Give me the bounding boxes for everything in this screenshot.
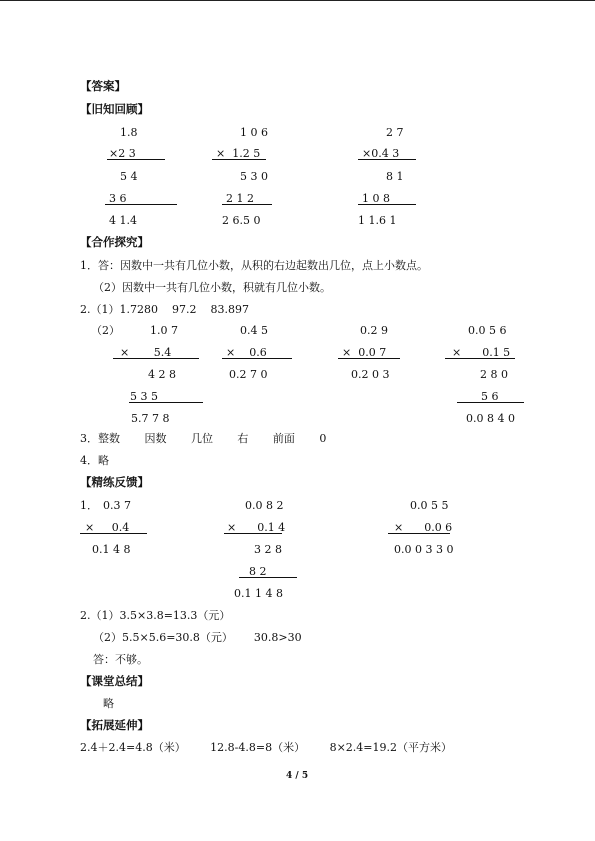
review-c1-p2: 3 6 — [109, 192, 127, 205]
explore-c1-p2: 5 3 5 — [130, 390, 158, 403]
practice-q2c: 答：不够。 — [93, 653, 148, 666]
review-c1-line2 — [105, 204, 177, 205]
practice-c3-r: 0.0 0 3 3 0 — [394, 543, 454, 556]
explore-q1b: （2）因数中一共有几位小数，积就有几位小数。 — [93, 281, 331, 294]
practice-c1-b: × 0.4 — [85, 521, 130, 534]
review-c1-r: 4 1.4 — [109, 214, 137, 227]
explore-c4-line1 — [445, 358, 515, 359]
explore-c2-a: 0.4 5 — [240, 324, 268, 337]
explore-c1-p1: 4 2 8 — [148, 368, 176, 381]
header-rule — [0, 0, 595, 1]
explore-c4-p1: 2 8 0 — [480, 368, 508, 381]
explore-q1: 1．答：因数中一共有几位小数，从积的右边起数出几位，点上小数点。 — [80, 259, 428, 272]
review-c2-line2 — [222, 204, 272, 205]
explore-q3: 3．整数 因数 几位 右 前面 0 — [80, 432, 327, 445]
extend-text: 2.4＋2.4=4.8（米） 12.8-4.8=8（米） 8×2.4=19.2（平方米） — [80, 741, 452, 754]
explore-c1-line2 — [129, 402, 203, 403]
explore-q2b-label: （2） — [91, 324, 120, 337]
review-c2-p1: 5 3 0 — [240, 170, 268, 183]
practice-c2-line2 — [239, 577, 297, 578]
practice-c2-p1: 3 2 8 — [254, 543, 282, 556]
practice-c1-r: 0.1 4 8 — [92, 543, 131, 556]
review-c3-r: 1 1.6 1 — [358, 214, 397, 227]
summary-heading: 【课堂总结】 — [80, 674, 149, 688]
explore-c2-b: × 0.6 — [226, 346, 267, 359]
practice-heading: 【精练反馈】 — [80, 475, 149, 489]
practice-q2a: 2.（1）3.5×3.8=13.3（元） — [80, 609, 231, 622]
explore-c3-b: × 0.0 7 — [342, 346, 387, 359]
explore-c4-line2 — [457, 402, 524, 403]
review-c3-b: ×0.4 3 — [362, 147, 400, 160]
review-heading: 【旧知回顾】 — [80, 102, 149, 116]
review-c2-a: 1 0 6 — [240, 126, 268, 139]
practice-c2-p2: 8 2 — [249, 565, 267, 578]
practice-c2-r: 0.1 1 4 8 — [234, 587, 283, 600]
explore-c1-a: 1.0 7 — [150, 324, 178, 337]
explore-q4: 4．略 — [80, 454, 109, 467]
review-c3-a: 2 7 — [386, 126, 404, 139]
practice-c3-b: × 0.0 6 — [394, 521, 453, 534]
practice-c3-a: 0.0 5 5 — [410, 499, 449, 512]
practice-q2b: （2）5.5×5.6=30.8（元） 30.8>30 — [93, 631, 302, 644]
practice-c2-a: 0.0 8 2 — [245, 499, 284, 512]
review-c1-line1 — [107, 159, 165, 160]
practice-c1-a: 0.3 7 — [103, 499, 131, 512]
explore-c2-line1 — [222, 358, 292, 359]
page-number: 4 / 5 — [286, 771, 309, 781]
explore-c1-b: × 5.4 — [120, 346, 172, 359]
review-c3-p1: 8 1 — [386, 170, 404, 183]
explore-c4-r: 0.0 8 4 0 — [466, 412, 515, 425]
review-c2-p2: 2 1 2 — [226, 192, 254, 205]
explore-q2: 2.（1）1.7280 97.2 83.897 — [80, 303, 249, 316]
extend-heading: 【拓展延伸】 — [80, 718, 149, 732]
explore-c2-r: 0.2 7 0 — [229, 368, 268, 381]
explore-heading: 【合作探究】 — [80, 235, 149, 249]
review-c1-p1: 5 4 — [120, 170, 138, 183]
practice-c1-line1 — [80, 533, 147, 534]
practice-c2-b: × 0.1 4 — [227, 521, 286, 534]
explore-c3-a: 0.2 9 — [360, 324, 388, 337]
practice-c2-line1 — [224, 533, 282, 534]
explore-c4-a: 0.0 5 6 — [468, 324, 507, 337]
explore-c3-r: 0.2 0 3 — [351, 368, 390, 381]
explore-c3-line1 — [338, 358, 400, 359]
explore-c4-b: × 0.1 5 — [452, 346, 511, 359]
review-c2-line1 — [212, 159, 266, 160]
explore-c4-p2: 5 6 — [481, 390, 499, 403]
explore-c1-line1 — [113, 358, 199, 359]
review-c3-p2: 1 0 8 — [362, 192, 390, 205]
review-c1-a: 1.8 — [120, 126, 138, 139]
review-c2-r: 2 6.5 0 — [222, 214, 261, 227]
review-c2-b: × 1.2 5 — [216, 147, 261, 160]
answer-heading: 【答案】 — [80, 79, 126, 93]
review-c3-line2 — [358, 204, 416, 205]
summary-text: 略 — [103, 697, 114, 710]
review-c1-b: ×2 3 — [109, 147, 136, 160]
explore-c1-r: 5.7 7 8 — [131, 412, 170, 425]
review-c3-line1 — [358, 159, 416, 160]
practice-c3-line1 — [388, 533, 450, 534]
practice-q1-label: 1． — [80, 499, 98, 512]
